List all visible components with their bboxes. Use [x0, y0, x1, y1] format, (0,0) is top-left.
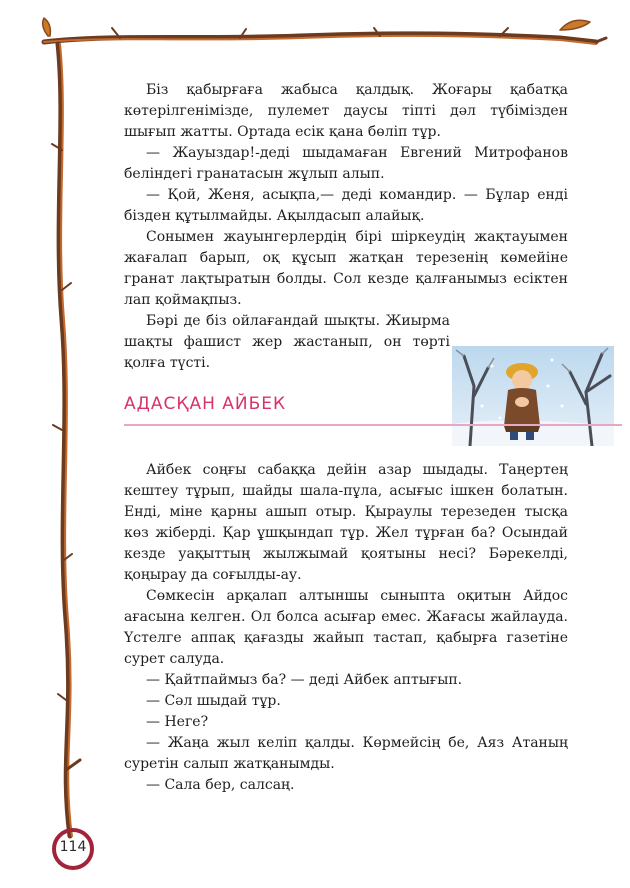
page-number: 114: [59, 839, 87, 855]
story-text-after: [124, 460, 568, 796]
dialogue-line: — Жаңа жыл келіп қалды. Көрмейсің бе, Аяз Атаның суретін салып жатқанымды.: [124, 735, 568, 772]
dialogue-line: — Сала бер, салсаң.: [146, 777, 295, 793]
dialogue-line: — Қайтпаймыз ба? — деді Айбек аптығып.: [146, 672, 463, 688]
paragraph: Біз қабырғаға жабыса қалдық. Жоғары қабатқа көтерілгенімізде, пулемет даусы тіпті дәл түбімізден шығып жатты. Ортада есік қана бөліп тұр.: [124, 82, 568, 140]
section-title: АДАСҚАН АЙБЕК: [124, 394, 287, 414]
story-text-before: [124, 80, 568, 374]
dialogue-line: — Сәл шыдай тұр.: [146, 693, 281, 709]
dialogue-line: — Неге?: [146, 714, 209, 730]
paragraph: Сөмкесін арқалап алтыншы сыныпта оқитын Айдос ағасына келген. Ол болса асығар емес. Жағасы жайлауда. Үстелге аппақ қағазды жайып тастап, қабырға газетіне сурет салуда.: [124, 588, 568, 667]
page-number-badge: [50, 826, 96, 872]
title-divider: [124, 424, 622, 426]
paragraph: Сонымен жауынгерлердің бірі шіркеудің жақтауымен жағалап барып, оқ құсып жатқан терезенің көмейіне гранат лақтыратын болды. Сол кезде қалғанымыз есіктен лап қоймақпыз.: [124, 229, 568, 308]
boy-in-snow-icon: [452, 346, 614, 446]
paragraph: — Қой, Женя, асықпа,— деді командир. — Бұлар енді бізден құтылмайды. Ақылдасып алайық.: [124, 187, 568, 224]
paragraph: Бәрі де біз ойлағандай шықты. Жиырма шақты фашист жер жастанып, он төрті қолға түсті.: [124, 313, 450, 371]
paragraph: — Жауыздар!-деді шыдамаған Евгений Митрофанов беліндегі гранатасын жұлып алып.: [124, 145, 568, 182]
paragraph: Айбек соңғы сабаққа дейін азар шыдады. Таңертең кештеу тұрып, шайды шала-пұла, асығыс ішкен болатын. Енді, міне қарны ашып отыр. Қыраулы терезеден тысқа көз жіберді. Қар ұшқындап тұр. Жел тұрған ба? Осындай кезде уақыттың жылжымай қоятыны несі? Бәрекелді, қоңырау да соғылды-ау.: [124, 462, 568, 583]
